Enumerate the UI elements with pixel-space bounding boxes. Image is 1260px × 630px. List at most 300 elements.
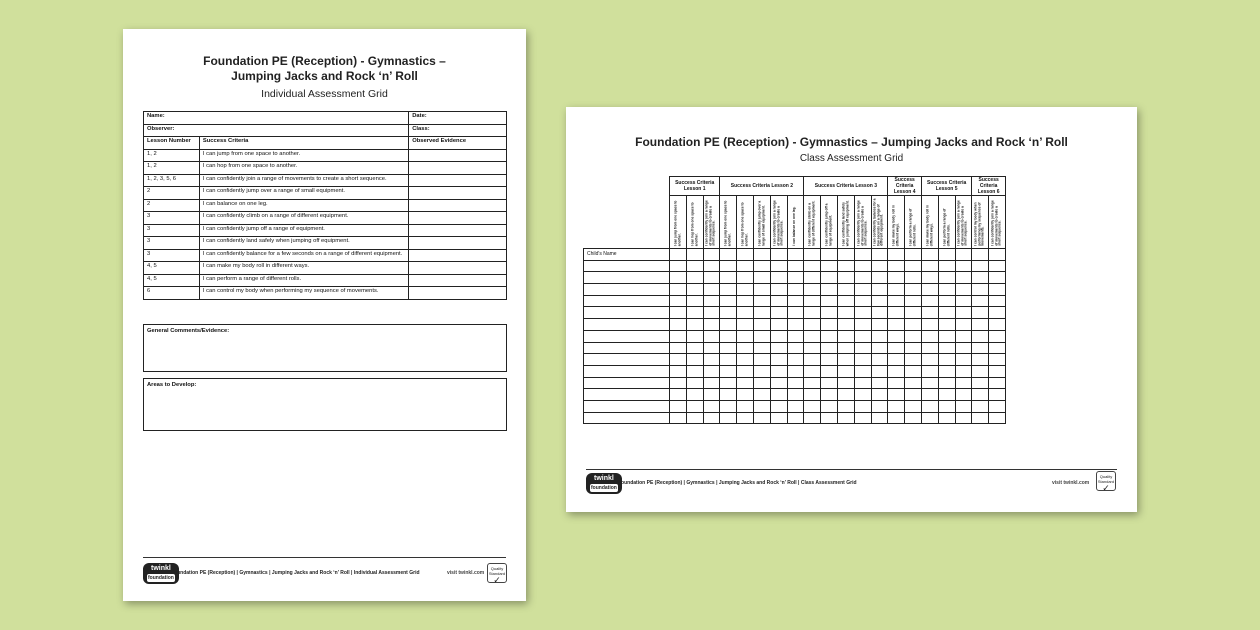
grid-cell[interactable] (686, 377, 703, 389)
grid-cell[interactable] (821, 342, 838, 354)
grid-cell[interactable] (989, 342, 1006, 354)
grid-cell[interactable] (753, 412, 770, 424)
grid-cell[interactable] (854, 365, 871, 377)
grid-cell[interactable] (938, 284, 955, 296)
grid-cell[interactable] (753, 272, 770, 284)
grid-cell[interactable] (871, 412, 888, 424)
grid-cell[interactable] (770, 365, 787, 377)
grid-cell[interactable] (921, 319, 938, 331)
grid-cell[interactable] (888, 377, 905, 389)
grid-cell[interactable] (686, 260, 703, 272)
observed-evidence-cell[interactable] (409, 224, 507, 237)
grid-cell[interactable] (703, 365, 720, 377)
grid-cell[interactable] (938, 412, 955, 424)
grid-cell[interactable] (989, 295, 1006, 307)
grid-cell[interactable] (720, 249, 737, 261)
grid-cell[interactable] (670, 342, 687, 354)
grid-cell[interactable] (720, 412, 737, 424)
grid-cell[interactable] (821, 272, 838, 284)
grid-cell[interactable] (921, 260, 938, 272)
grid-cell[interactable] (938, 342, 955, 354)
grid-cell[interactable] (686, 249, 703, 261)
grid-cell[interactable] (955, 412, 972, 424)
grid-cell[interactable] (720, 342, 737, 354)
grid-cell[interactable] (787, 249, 804, 261)
grid-cell[interactable] (670, 400, 687, 412)
grid-cell[interactable] (905, 330, 922, 342)
grid-cell[interactable] (888, 319, 905, 331)
grid-cell[interactable] (787, 260, 804, 272)
grid-cell[interactable] (905, 260, 922, 272)
grid-cell[interactable] (770, 307, 787, 319)
grid-cell[interactable] (703, 400, 720, 412)
grid-cell[interactable] (871, 342, 888, 354)
grid-cell[interactable] (753, 330, 770, 342)
observed-evidence-cell[interactable] (409, 262, 507, 275)
grid-cell[interactable] (787, 284, 804, 296)
grid-cell[interactable] (686, 354, 703, 366)
grid-cell[interactable] (955, 365, 972, 377)
grid-cell[interactable] (989, 249, 1006, 261)
child-name-cell[interactable] (584, 319, 670, 331)
grid-cell[interactable] (972, 330, 989, 342)
grid-cell[interactable] (854, 272, 871, 284)
grid-cell[interactable] (921, 295, 938, 307)
grid-cell[interactable] (737, 295, 754, 307)
grid-cell[interactable] (871, 260, 888, 272)
grid-cell[interactable] (837, 342, 854, 354)
grid-cell[interactable] (938, 307, 955, 319)
grid-cell[interactable] (989, 412, 1006, 424)
grid-cell[interactable] (753, 377, 770, 389)
grid-cell[interactable] (888, 307, 905, 319)
grid-cell[interactable] (921, 330, 938, 342)
grid-cell[interactable] (837, 389, 854, 401)
grid-cell[interactable] (905, 365, 922, 377)
grid-cell[interactable] (770, 389, 787, 401)
grid-cell[interactable] (905, 307, 922, 319)
grid-cell[interactable] (972, 307, 989, 319)
grid-cell[interactable] (703, 389, 720, 401)
grid-cell[interactable] (871, 284, 888, 296)
grid-cell[interactable] (888, 400, 905, 412)
grid-cell[interactable] (787, 389, 804, 401)
grid-cell[interactable] (753, 342, 770, 354)
grid-cell[interactable] (989, 319, 1006, 331)
grid-cell[interactable] (720, 307, 737, 319)
grid-cell[interactable] (955, 295, 972, 307)
grid-cell[interactable] (821, 377, 838, 389)
grid-cell[interactable] (737, 400, 754, 412)
grid-cell[interactable] (770, 377, 787, 389)
grid-cell[interactable] (703, 354, 720, 366)
grid-cell[interactable] (720, 365, 737, 377)
grid-cell[interactable] (955, 342, 972, 354)
grid-cell[interactable] (837, 284, 854, 296)
grid-cell[interactable] (972, 400, 989, 412)
grid-cell[interactable] (972, 284, 989, 296)
grid-cell[interactable] (905, 377, 922, 389)
grid-cell[interactable] (989, 365, 1006, 377)
grid-cell[interactable] (737, 330, 754, 342)
grid-cell[interactable] (737, 365, 754, 377)
grid-cell[interactable] (938, 272, 955, 284)
grid-cell[interactable] (905, 400, 922, 412)
grid-cell[interactable] (821, 260, 838, 272)
grid-cell[interactable] (905, 249, 922, 261)
grid-cell[interactable] (955, 400, 972, 412)
grid-cell[interactable] (787, 295, 804, 307)
grid-cell[interactable] (888, 260, 905, 272)
grid-cell[interactable] (905, 342, 922, 354)
observed-evidence-cell[interactable] (409, 237, 507, 250)
grid-cell[interactable] (972, 412, 989, 424)
grid-cell[interactable] (921, 412, 938, 424)
grid-cell[interactable] (854, 319, 871, 331)
grid-cell[interactable] (972, 249, 989, 261)
grid-cell[interactable] (703, 330, 720, 342)
grid-cell[interactable] (938, 260, 955, 272)
child-name-cell[interactable] (584, 389, 670, 401)
grid-cell[interactable] (955, 272, 972, 284)
grid-cell[interactable] (821, 330, 838, 342)
grid-cell[interactable] (787, 354, 804, 366)
grid-cell[interactable] (989, 400, 1006, 412)
grid-cell[interactable] (686, 272, 703, 284)
grid-cell[interactable] (770, 400, 787, 412)
grid-cell[interactable] (888, 330, 905, 342)
grid-cell[interactable] (871, 307, 888, 319)
grid-cell[interactable] (804, 272, 821, 284)
grid-cell[interactable] (905, 389, 922, 401)
grid-cell[interactable] (770, 284, 787, 296)
grid-cell[interactable] (972, 354, 989, 366)
grid-cell[interactable] (821, 249, 838, 261)
grid-cell[interactable] (753, 389, 770, 401)
grid-cell[interactable] (787, 307, 804, 319)
grid-cell[interactable] (670, 412, 687, 424)
grid-cell[interactable] (837, 319, 854, 331)
grid-cell[interactable] (905, 319, 922, 331)
grid-cell[interactable] (921, 249, 938, 261)
grid-cell[interactable] (821, 307, 838, 319)
grid-cell[interactable] (804, 354, 821, 366)
grid-cell[interactable] (921, 377, 938, 389)
grid-cell[interactable] (938, 365, 955, 377)
grid-cell[interactable] (720, 319, 737, 331)
grid-cell[interactable] (753, 365, 770, 377)
grid-cell[interactable] (787, 412, 804, 424)
grid-cell[interactable] (787, 365, 804, 377)
grid-cell[interactable] (670, 272, 687, 284)
grid-cell[interactable] (871, 365, 888, 377)
grid-cell[interactable] (821, 400, 838, 412)
grid-cell[interactable] (804, 377, 821, 389)
grid-cell[interactable] (720, 400, 737, 412)
grid-cell[interactable] (670, 260, 687, 272)
observed-evidence-cell[interactable] (409, 149, 507, 162)
grid-cell[interactable] (837, 354, 854, 366)
grid-cell[interactable] (854, 284, 871, 296)
grid-cell[interactable] (921, 342, 938, 354)
grid-cell[interactable] (753, 260, 770, 272)
grid-cell[interactable] (854, 307, 871, 319)
grid-cell[interactable] (804, 330, 821, 342)
grid-cell[interactable] (854, 249, 871, 261)
child-name-cell[interactable] (584, 260, 670, 272)
grid-cell[interactable] (804, 400, 821, 412)
grid-cell[interactable] (888, 295, 905, 307)
grid-cell[interactable] (888, 272, 905, 284)
grid-cell[interactable] (737, 307, 754, 319)
grid-cell[interactable] (989, 377, 1006, 389)
grid-cell[interactable] (753, 307, 770, 319)
grid-cell[interactable] (938, 330, 955, 342)
grid-cell[interactable] (837, 400, 854, 412)
grid-cell[interactable] (703, 272, 720, 284)
observed-evidence-cell[interactable] (409, 274, 507, 287)
grid-cell[interactable] (686, 342, 703, 354)
grid-cell[interactable] (703, 284, 720, 296)
grid-cell[interactable] (787, 377, 804, 389)
grid-cell[interactable] (737, 249, 754, 261)
grid-cell[interactable] (938, 389, 955, 401)
grid-cell[interactable] (921, 307, 938, 319)
grid-cell[interactable] (854, 342, 871, 354)
grid-cell[interactable] (737, 272, 754, 284)
grid-cell[interactable] (720, 295, 737, 307)
grid-cell[interactable] (737, 389, 754, 401)
grid-cell[interactable] (871, 400, 888, 412)
grid-cell[interactable] (770, 412, 787, 424)
grid-cell[interactable] (888, 412, 905, 424)
grid-cell[interactable] (804, 249, 821, 261)
grid-cell[interactable] (871, 354, 888, 366)
grid-cell[interactable] (938, 249, 955, 261)
grid-cell[interactable] (787, 400, 804, 412)
grid-cell[interactable] (989, 307, 1006, 319)
grid-cell[interactable] (703, 342, 720, 354)
grid-cell[interactable] (821, 412, 838, 424)
grid-cell[interactable] (854, 389, 871, 401)
grid-cell[interactable] (670, 377, 687, 389)
child-name-cell[interactable] (584, 342, 670, 354)
observed-evidence-cell[interactable] (409, 162, 507, 175)
child-name-cell[interactable] (584, 330, 670, 342)
grid-cell[interactable] (753, 400, 770, 412)
grid-cell[interactable] (770, 354, 787, 366)
grid-cell[interactable] (905, 272, 922, 284)
grid-cell[interactable] (888, 365, 905, 377)
grid-cell[interactable] (670, 330, 687, 342)
grid-cell[interactable] (703, 249, 720, 261)
grid-cell[interactable] (871, 319, 888, 331)
grid-cell[interactable] (837, 272, 854, 284)
grid-cell[interactable] (670, 307, 687, 319)
child-name-cell[interactable] (584, 412, 670, 424)
grid-cell[interactable] (837, 307, 854, 319)
grid-cell[interactable] (989, 260, 1006, 272)
grid-cell[interactable] (703, 260, 720, 272)
grid-cell[interactable] (670, 365, 687, 377)
grid-cell[interactable] (753, 295, 770, 307)
grid-cell[interactable] (787, 342, 804, 354)
child-name-cell[interactable] (584, 272, 670, 284)
grid-cell[interactable] (703, 412, 720, 424)
grid-cell[interactable] (737, 412, 754, 424)
grid-cell[interactable] (955, 354, 972, 366)
grid-cell[interactable] (670, 319, 687, 331)
child-name-cell[interactable] (584, 365, 670, 377)
grid-cell[interactable] (670, 284, 687, 296)
grid-cell[interactable] (686, 284, 703, 296)
grid-cell[interactable] (753, 249, 770, 261)
grid-cell[interactable] (938, 354, 955, 366)
grid-cell[interactable] (921, 284, 938, 296)
grid-cell[interactable] (871, 249, 888, 261)
grid-cell[interactable] (686, 412, 703, 424)
grid-cell[interactable] (837, 260, 854, 272)
grid-cell[interactable] (921, 272, 938, 284)
child-name-cell[interactable] (584, 354, 670, 366)
grid-cell[interactable] (921, 389, 938, 401)
grid-cell[interactable] (770, 330, 787, 342)
grid-cell[interactable] (804, 260, 821, 272)
child-name-cell[interactable] (584, 307, 670, 319)
grid-cell[interactable] (804, 389, 821, 401)
grid-cell[interactable] (854, 412, 871, 424)
grid-cell[interactable] (720, 330, 737, 342)
grid-cell[interactable] (905, 354, 922, 366)
grid-cell[interactable] (737, 342, 754, 354)
grid-cell[interactable] (804, 284, 821, 296)
grid-cell[interactable] (737, 377, 754, 389)
observed-evidence-cell[interactable] (409, 199, 507, 212)
grid-cell[interactable] (804, 342, 821, 354)
grid-cell[interactable] (854, 330, 871, 342)
grid-cell[interactable] (787, 319, 804, 331)
grid-cell[interactable] (670, 354, 687, 366)
grid-cell[interactable] (787, 330, 804, 342)
grid-cell[interactable] (720, 354, 737, 366)
grid-cell[interactable] (703, 295, 720, 307)
grid-cell[interactable] (921, 400, 938, 412)
grid-cell[interactable] (703, 319, 720, 331)
grid-cell[interactable] (854, 400, 871, 412)
grid-cell[interactable] (821, 365, 838, 377)
grid-cell[interactable] (955, 249, 972, 261)
grid-cell[interactable] (905, 412, 922, 424)
grid-cell[interactable] (888, 284, 905, 296)
grid-cell[interactable] (720, 272, 737, 284)
grid-cell[interactable] (686, 307, 703, 319)
grid-cell[interactable] (837, 412, 854, 424)
grid-cell[interactable] (804, 295, 821, 307)
child-name-cell[interactable] (584, 295, 670, 307)
grid-cell[interactable] (821, 354, 838, 366)
grid-cell[interactable] (888, 249, 905, 261)
grid-cell[interactable] (703, 307, 720, 319)
grid-cell[interactable] (989, 284, 1006, 296)
grid-cell[interactable] (972, 260, 989, 272)
grid-cell[interactable] (854, 377, 871, 389)
grid-cell[interactable] (871, 272, 888, 284)
grid-cell[interactable] (955, 260, 972, 272)
grid-cell[interactable] (905, 295, 922, 307)
grid-cell[interactable] (670, 249, 687, 261)
grid-cell[interactable] (770, 295, 787, 307)
grid-cell[interactable] (787, 272, 804, 284)
observed-evidence-cell[interactable] (409, 212, 507, 225)
grid-cell[interactable] (670, 295, 687, 307)
grid-cell[interactable] (686, 389, 703, 401)
observed-evidence-cell[interactable] (409, 174, 507, 187)
grid-cell[interactable] (770, 272, 787, 284)
grid-cell[interactable] (871, 330, 888, 342)
grid-cell[interactable] (989, 272, 1006, 284)
grid-cell[interactable] (770, 342, 787, 354)
grid-cell[interactable] (972, 377, 989, 389)
grid-cell[interactable] (804, 319, 821, 331)
grid-cell[interactable] (905, 284, 922, 296)
grid-cell[interactable] (972, 365, 989, 377)
grid-cell[interactable] (737, 260, 754, 272)
grid-cell[interactable] (837, 365, 854, 377)
grid-cell[interactable] (804, 412, 821, 424)
grid-cell[interactable] (770, 260, 787, 272)
grid-cell[interactable] (955, 319, 972, 331)
grid-cell[interactable] (686, 295, 703, 307)
grid-cell[interactable] (737, 284, 754, 296)
grid-cell[interactable] (720, 284, 737, 296)
grid-cell[interactable] (770, 249, 787, 261)
grid-cell[interactable] (972, 319, 989, 331)
grid-cell[interactable] (821, 319, 838, 331)
grid-cell[interactable] (972, 342, 989, 354)
grid-cell[interactable] (737, 354, 754, 366)
grid-cell[interactable] (837, 295, 854, 307)
observed-evidence-cell[interactable] (409, 287, 507, 300)
grid-cell[interactable] (686, 330, 703, 342)
grid-cell[interactable] (955, 307, 972, 319)
grid-cell[interactable] (854, 354, 871, 366)
grid-cell[interactable] (670, 389, 687, 401)
grid-cell[interactable] (686, 319, 703, 331)
grid-cell[interactable] (871, 377, 888, 389)
grid-cell[interactable] (703, 377, 720, 389)
child-name-cell[interactable] (584, 377, 670, 389)
grid-cell[interactable] (921, 365, 938, 377)
grid-cell[interactable] (753, 284, 770, 296)
grid-cell[interactable] (989, 330, 1006, 342)
grid-cell[interactable] (989, 354, 1006, 366)
grid-cell[interactable] (955, 377, 972, 389)
grid-cell[interactable] (871, 389, 888, 401)
grid-cell[interactable] (972, 389, 989, 401)
grid-cell[interactable] (854, 295, 871, 307)
grid-cell[interactable] (821, 389, 838, 401)
grid-cell[interactable] (938, 377, 955, 389)
grid-cell[interactable] (720, 389, 737, 401)
grid-cell[interactable] (686, 400, 703, 412)
grid-cell[interactable] (737, 319, 754, 331)
grid-cell[interactable] (837, 330, 854, 342)
child-name-cell[interactable] (584, 400, 670, 412)
observed-evidence-cell[interactable] (409, 249, 507, 262)
grid-cell[interactable] (955, 284, 972, 296)
grid-cell[interactable] (871, 295, 888, 307)
grid-cell[interactable] (821, 284, 838, 296)
